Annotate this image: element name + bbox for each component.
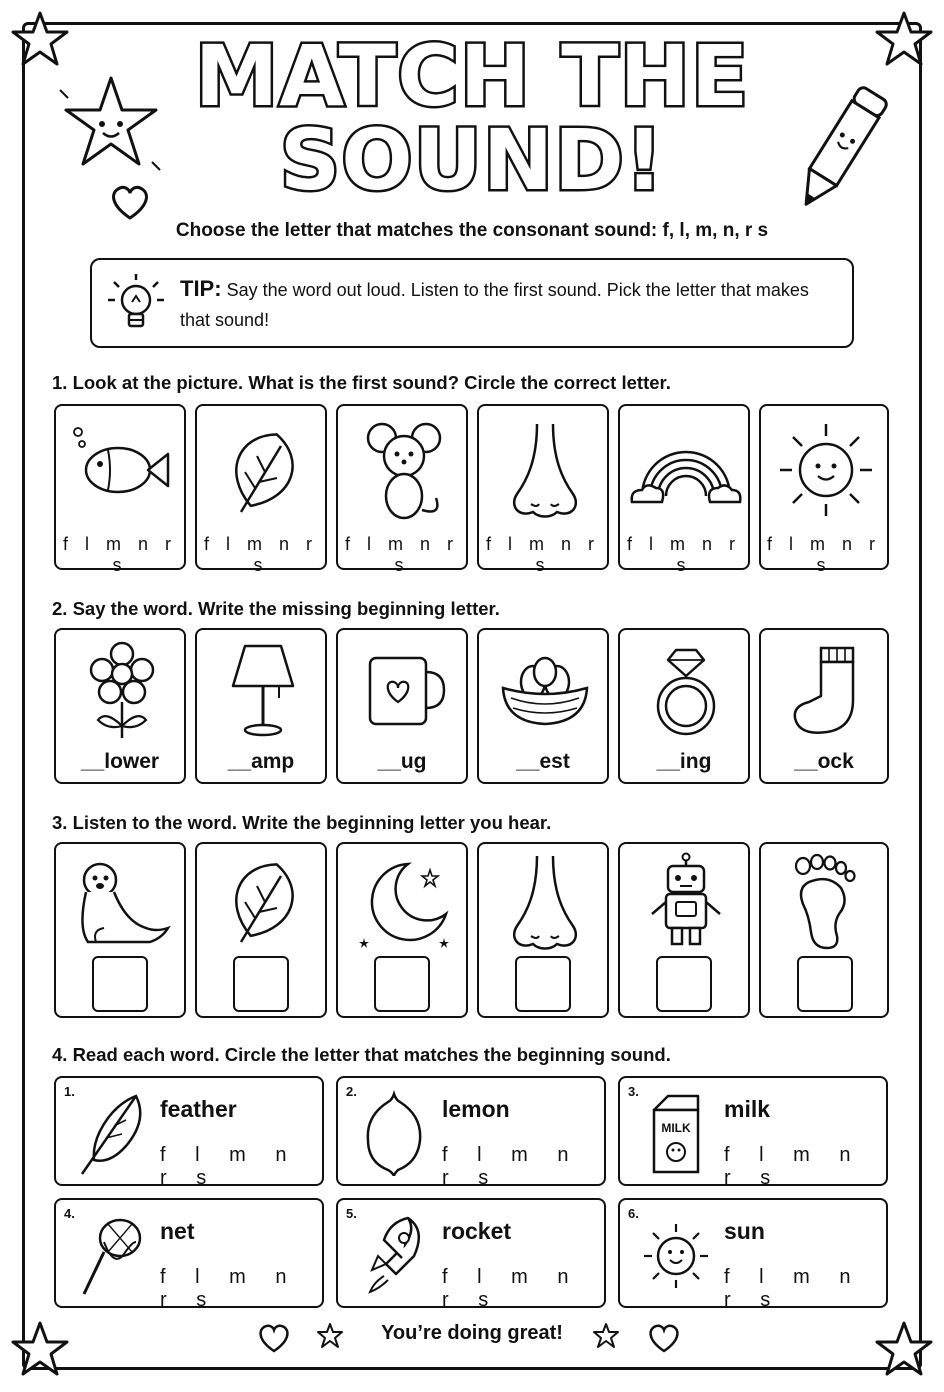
tip-box	[90, 258, 854, 348]
word-card-feather[interactable]	[54, 1076, 324, 1189]
letter-choices[interactable]: f l m n r s	[442, 1144, 581, 1189]
word-label: net	[160, 1218, 195, 1244]
nest-icon	[499, 652, 591, 732]
word-label: lemon	[442, 1096, 510, 1122]
encouragement-text: You’re doing great!	[381, 1322, 563, 1344]
letter-choices[interactable]: f l m n r s	[442, 1266, 581, 1311]
s1-card-sun[interactable]	[759, 404, 889, 575]
milk-carton-icon	[638, 1090, 714, 1176]
nose-icon	[507, 420, 583, 522]
s2-card-mug[interactable]	[336, 628, 468, 784]
tip-label: TIP:	[180, 276, 222, 301]
leaf-icon	[221, 426, 305, 518]
missing-letter-blank[interactable]: __ing	[656, 750, 712, 773]
sun-icon	[638, 1212, 714, 1298]
word-label: feather	[160, 1096, 237, 1122]
foot-icon	[789, 852, 865, 952]
title-line-1: MATCH THE	[194, 27, 750, 125]
answer-box[interactable]	[515, 956, 571, 1012]
s1-card-rainbow[interactable]	[618, 404, 750, 575]
item-number: 2.	[346, 1084, 357, 1099]
net-icon	[74, 1212, 150, 1298]
s1-card-fish[interactable]	[54, 404, 186, 575]
answer-box[interactable]	[797, 956, 853, 1012]
page-title	[120, 27, 824, 209]
s3-card-robot[interactable]	[618, 842, 750, 1018]
s1-card-nose[interactable]	[477, 404, 609, 575]
s3-card-nose[interactable]	[477, 842, 609, 1018]
letter-choices[interactable]: f l m n r s	[203, 534, 318, 575]
s2-card-lamp[interactable]	[195, 628, 327, 784]
letter-choices[interactable]: f l m n r s	[766, 534, 881, 575]
s1-card-mouse[interactable]	[336, 404, 468, 575]
section-3-title: 3. Listen to the word. Write the beginning letter you hear.	[52, 812, 552, 833]
seal-icon	[70, 858, 174, 948]
moon-icon	[356, 854, 452, 950]
s2-card-nest[interactable]	[477, 628, 609, 784]
letter-choices[interactable]: f l m n r s	[724, 1266, 863, 1311]
s3-card-seal[interactable]	[54, 842, 186, 1018]
item-number: 6.	[628, 1206, 639, 1221]
section-2-title: 2. Say the word. Write the missing beginning letter.	[52, 598, 500, 619]
item-number: 3.	[628, 1084, 639, 1099]
answer-box[interactable]	[656, 956, 712, 1012]
section-4-title: 4. Read each word. Circle the letter that matches the beginning sound.	[52, 1044, 671, 1065]
section-1-title: 1. Look at the picture. What is the first sound? Circle the correct letter.	[52, 372, 671, 393]
heart-icon	[646, 1322, 682, 1354]
word-label: sun	[724, 1218, 765, 1244]
robot-icon	[644, 852, 728, 952]
rocket-icon	[356, 1212, 432, 1298]
flower-icon	[86, 640, 158, 740]
letter-choices[interactable]: f l m n r s	[62, 534, 177, 575]
s3-card-moon[interactable]	[336, 842, 468, 1018]
lightbulb-icon	[106, 270, 166, 338]
answer-box[interactable]	[233, 956, 289, 1012]
ring-icon	[654, 642, 718, 742]
word-card-rocket[interactable]	[336, 1198, 606, 1311]
title-line-2: SOUND!	[279, 111, 665, 209]
sun-icon	[778, 420, 874, 520]
mug-icon	[364, 652, 448, 732]
rainbow-icon	[628, 432, 744, 508]
word-label: milk	[724, 1096, 771, 1122]
word-label: rocket	[442, 1218, 512, 1244]
lamp-icon	[227, 642, 299, 738]
item-number: 4.	[64, 1206, 75, 1221]
answer-box[interactable]	[92, 956, 148, 1012]
tip-text: Say the word out loud. Listen to the first sound. Pick the letter that makes that sound!	[180, 280, 809, 330]
letter-choices[interactable]: f l m n r s	[485, 534, 600, 575]
s3-card-leaf[interactable]	[195, 842, 327, 1018]
s3-card-foot[interactable]	[759, 842, 889, 1018]
s2-card-sock[interactable]	[759, 628, 889, 784]
star-icon	[592, 1322, 620, 1350]
s2-card-ring[interactable]	[618, 628, 750, 784]
sock-icon	[791, 644, 861, 738]
word-card-milk[interactable]	[618, 1076, 888, 1189]
fish-icon	[72, 424, 172, 514]
s2-card-flower[interactable]	[54, 628, 186, 784]
item-number: 5.	[346, 1206, 357, 1221]
missing-letter-blank[interactable]: __est	[516, 750, 570, 773]
item-number: 1.	[64, 1084, 75, 1099]
letter-choices[interactable]: f l m n r s	[160, 1144, 299, 1189]
missing-letter-blank[interactable]: __ug	[377, 750, 427, 773]
star-icon	[872, 8, 936, 72]
instructions: Choose the letter that matches the consonant sound: f, l, m, n, r s	[175, 220, 769, 241]
star-icon	[8, 8, 72, 72]
lemon-icon	[356, 1090, 432, 1176]
word-card-net[interactable]	[54, 1198, 324, 1311]
missing-letter-blank[interactable]: __amp	[227, 750, 295, 773]
letter-choices[interactable]: f l m n r s	[344, 534, 459, 575]
missing-letter-blank[interactable]: __ock	[794, 750, 854, 773]
nose-icon	[507, 852, 583, 954]
carton-label: MILK	[661, 1121, 691, 1135]
letter-choices[interactable]: f l m n r s	[724, 1144, 863, 1189]
feather-icon	[74, 1090, 150, 1176]
word-card-lemon[interactable]	[336, 1076, 606, 1189]
answer-box[interactable]	[374, 956, 430, 1012]
s1-card-leaf[interactable]	[195, 404, 327, 575]
letter-choices[interactable]: f l m n r s	[626, 534, 741, 575]
leaf-icon	[221, 856, 305, 948]
mouse-icon	[362, 418, 446, 524]
word-card-sun[interactable]	[618, 1198, 888, 1311]
missing-letter-blank[interactable]: __lower	[80, 750, 160, 773]
letter-choices[interactable]: f l m n r s	[160, 1266, 299, 1311]
